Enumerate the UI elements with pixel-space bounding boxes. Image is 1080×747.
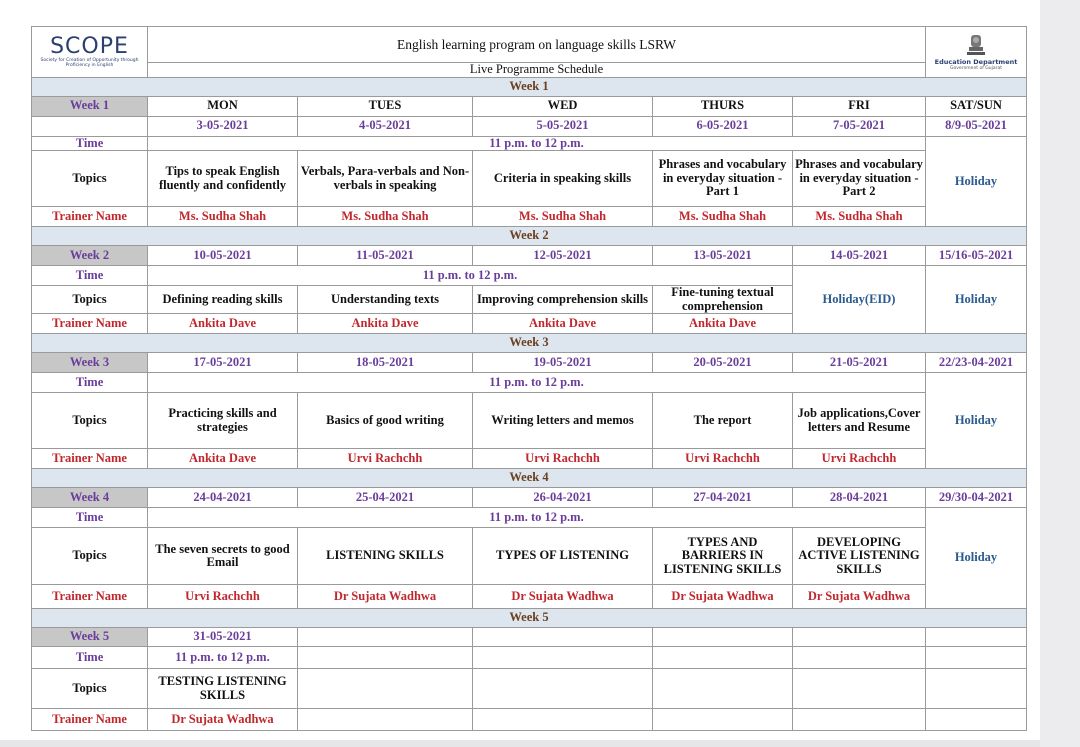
- trainer-cell: Dr Sujata Wadhwa: [148, 709, 298, 731]
- time-label: Time: [32, 136, 148, 151]
- blank-cell: [793, 709, 926, 731]
- date-cell: 24-04-2021: [148, 488, 298, 508]
- scope-wordmark: SCOPE: [50, 33, 129, 59]
- topics-label: Topics: [32, 528, 148, 585]
- date-cell: 3-05-2021: [148, 116, 298, 136]
- blank-cell: [653, 709, 793, 731]
- blank-cell: [298, 628, 473, 647]
- trainer-cell: Urvi Rachchh: [793, 449, 926, 469]
- topic-cell: DEVELOPING ACTIVE LISTENING SKILLS: [793, 528, 926, 585]
- holiday-eid-cell: Holiday(EID): [793, 266, 926, 334]
- trainer-cell: Ms. Sudha Shah: [298, 207, 473, 227]
- topic-cell: Understanding texts: [298, 286, 473, 314]
- date-cell: 12-05-2021: [473, 246, 653, 266]
- topic-cell: TYPES AND BARRIERS IN LISTENING SKILLS: [653, 528, 793, 585]
- topic-cell: Improving comprehension skills: [473, 286, 653, 314]
- trainer-cell: Dr Sujata Wadhwa: [298, 585, 473, 609]
- week-label: Week 5: [32, 628, 148, 647]
- scope-tagline: Society for Creation of Opportunity through Proficiency in English: [40, 57, 139, 68]
- trainer-cell: Ankita Dave: [148, 314, 298, 334]
- time-value: 11 p.m. to 12 p.m.: [148, 508, 926, 528]
- topic-cell: Criteria in speaking skills: [473, 151, 653, 207]
- date-cell: 26-04-2021: [473, 488, 653, 508]
- trainer-cell: Urvi Rachchh: [298, 449, 473, 469]
- time-label: Time: [32, 266, 148, 286]
- week-label: Week 2: [32, 246, 148, 266]
- trainer-cell: Ankita Dave: [148, 449, 298, 469]
- time-value: 11 p.m. to 12 p.m.: [148, 266, 793, 286]
- blank-cell: [298, 709, 473, 731]
- time-label: Time: [32, 373, 148, 393]
- time-value: 11 p.m. to 12 p.m.: [148, 647, 298, 669]
- week-band: Week 2: [32, 227, 1027, 246]
- topic-cell: TESTING LISTENING SKILLS: [148, 669, 298, 709]
- week-band: Week 5: [32, 609, 1027, 628]
- blank-cell: [793, 647, 926, 669]
- topic-cell: Verbals, Para-verbals and Non-verbals in speaking: [298, 151, 473, 207]
- topic-cell: LISTENING SKILLS: [298, 528, 473, 585]
- topic-cell: Defining reading skills: [148, 286, 298, 314]
- scope-logo: [32, 27, 148, 78]
- date-cell: 14-05-2021: [793, 246, 926, 266]
- date-cell: 15/16-05-2021: [926, 246, 1027, 266]
- topic-cell: Practicing skills and strategies: [148, 393, 298, 449]
- blank-cell: [926, 647, 1027, 669]
- holiday-cell: Holiday: [926, 266, 1027, 334]
- week-band: Week 3: [32, 334, 1027, 353]
- day-header: MON: [148, 96, 298, 116]
- day-header: THURS: [653, 96, 793, 116]
- blank-cell: [653, 628, 793, 647]
- date-cell: 7-05-2021: [793, 116, 926, 136]
- date-cell: 11-05-2021: [298, 246, 473, 266]
- trainer-cell: Urvi Rachchh: [473, 449, 653, 469]
- topic-cell: The seven secrets to good Email: [148, 528, 298, 585]
- trainer-label: Trainer Name: [32, 449, 148, 469]
- topic-cell: Phrases and vocabulary in everyday situation - Part 1: [653, 151, 793, 207]
- topic-cell: TYPES OF LISTENING: [473, 528, 653, 585]
- day-header: TUES: [298, 96, 473, 116]
- date-cell: 18-05-2021: [298, 353, 473, 373]
- topic-cell: Tips to speak English fluently and confidently: [148, 151, 298, 207]
- blank-cell: [793, 669, 926, 709]
- date-cell: 13-05-2021: [653, 246, 793, 266]
- day-header: SAT/SUN: [926, 96, 1027, 116]
- topic-cell: Job applications,Cover letters and Resume: [793, 393, 926, 449]
- blank-cell: [926, 628, 1027, 647]
- blank-cell: [473, 669, 653, 709]
- blank-cell: [473, 709, 653, 731]
- page-subtitle: Live Programme Schedule: [148, 63, 926, 78]
- blank-cell: [926, 709, 1027, 731]
- trainer-cell: Ankita Dave: [653, 314, 793, 334]
- viewer-margin: [1040, 0, 1080, 747]
- holiday-cell: Holiday: [926, 508, 1027, 609]
- week-label: Week 4: [32, 488, 148, 508]
- time-value: 11 p.m. to 12 p.m.: [148, 136, 926, 151]
- emblem-icon: [965, 33, 987, 59]
- time-label: Time: [32, 647, 148, 669]
- dept-sub: Government of Gujarat: [950, 65, 1002, 71]
- day-header: FRI: [793, 96, 926, 116]
- trainer-label: Trainer Name: [32, 585, 148, 609]
- topics-label: Topics: [32, 286, 148, 314]
- week-band: Week 1: [32, 77, 1027, 96]
- trainer-cell: Ankita Dave: [473, 314, 653, 334]
- trainer-cell: Ms. Sudha Shah: [653, 207, 793, 227]
- date-cell: 27-04-2021: [653, 488, 793, 508]
- date-cell: 28-04-2021: [793, 488, 926, 508]
- date-cell: 10-05-2021: [148, 246, 298, 266]
- date-cell: 21-05-2021: [793, 353, 926, 373]
- topic-cell: Basics of good writing: [298, 393, 473, 449]
- trainer-cell: Ms. Sudha Shah: [148, 207, 298, 227]
- blank-cell: [473, 647, 653, 669]
- blank-cell: [653, 669, 793, 709]
- topic-cell: Writing letters and memos: [473, 393, 653, 449]
- time-label: Time: [32, 508, 148, 528]
- blank-cell: [298, 669, 473, 709]
- schedule-table: [31, 26, 1027, 731]
- date-cell: 20-05-2021: [653, 353, 793, 373]
- trainer-cell: Ms. Sudha Shah: [793, 207, 926, 227]
- topics-label: Topics: [32, 669, 148, 709]
- week-band: Week 4: [32, 469, 1027, 488]
- blank-cell: [473, 628, 653, 647]
- blank-cell: [793, 628, 926, 647]
- week-label: Week 3: [32, 353, 148, 373]
- time-value: 11 p.m. to 12 p.m.: [148, 373, 926, 393]
- holiday-cell: Holiday: [926, 136, 1027, 227]
- date-cell: 29/30-04-2021: [926, 488, 1027, 508]
- trainer-cell: Ms. Sudha Shah: [473, 207, 653, 227]
- trainer-label: Trainer Name: [32, 207, 148, 227]
- date-cell: 19-05-2021: [473, 353, 653, 373]
- viewer-bottom-margin: [0, 740, 1040, 747]
- date-cell: 6-05-2021: [653, 116, 793, 136]
- trainer-cell: Dr Sujata Wadhwa: [793, 585, 926, 609]
- blank-cell: [32, 116, 148, 136]
- topic-cell: Fine-tuning textual comprehension: [653, 286, 793, 314]
- date-cell: 31-05-2021: [148, 628, 298, 647]
- date-cell: 17-05-2021: [148, 353, 298, 373]
- holiday-cell: Holiday: [926, 373, 1027, 469]
- page-title: English learning program on language skills LSRW: [148, 27, 926, 63]
- date-cell: 4-05-2021: [298, 116, 473, 136]
- blank-cell: [653, 647, 793, 669]
- topic-cell: The report: [653, 393, 793, 449]
- day-header: WED: [473, 96, 653, 116]
- trainer-label: Trainer Name: [32, 314, 148, 334]
- trainer-cell: Urvi Rachchh: [148, 585, 298, 609]
- topics-label: Topics: [32, 393, 148, 449]
- trainer-label: Trainer Name: [32, 709, 148, 731]
- week-label: Week 1: [32, 96, 148, 116]
- education-dept-logo: [926, 27, 1027, 78]
- blank-cell: [298, 647, 473, 669]
- trainer-cell: Dr Sujata Wadhwa: [653, 585, 793, 609]
- topics-label: Topics: [32, 151, 148, 207]
- topic-cell: Phrases and vocabulary in everyday situation - Part 2: [793, 151, 926, 207]
- dept-name: Education Department: [934, 57, 1018, 66]
- date-cell: 8/9-05-2021: [926, 116, 1027, 136]
- date-cell: 5-05-2021: [473, 116, 653, 136]
- date-cell: 25-04-2021: [298, 488, 473, 508]
- trainer-cell: Ankita Dave: [298, 314, 473, 334]
- trainer-cell: Dr Sujata Wadhwa: [473, 585, 653, 609]
- blank-cell: [926, 669, 1027, 709]
- trainer-cell: Urvi Rachchh: [653, 449, 793, 469]
- date-cell: 22/23-04-2021: [926, 353, 1027, 373]
